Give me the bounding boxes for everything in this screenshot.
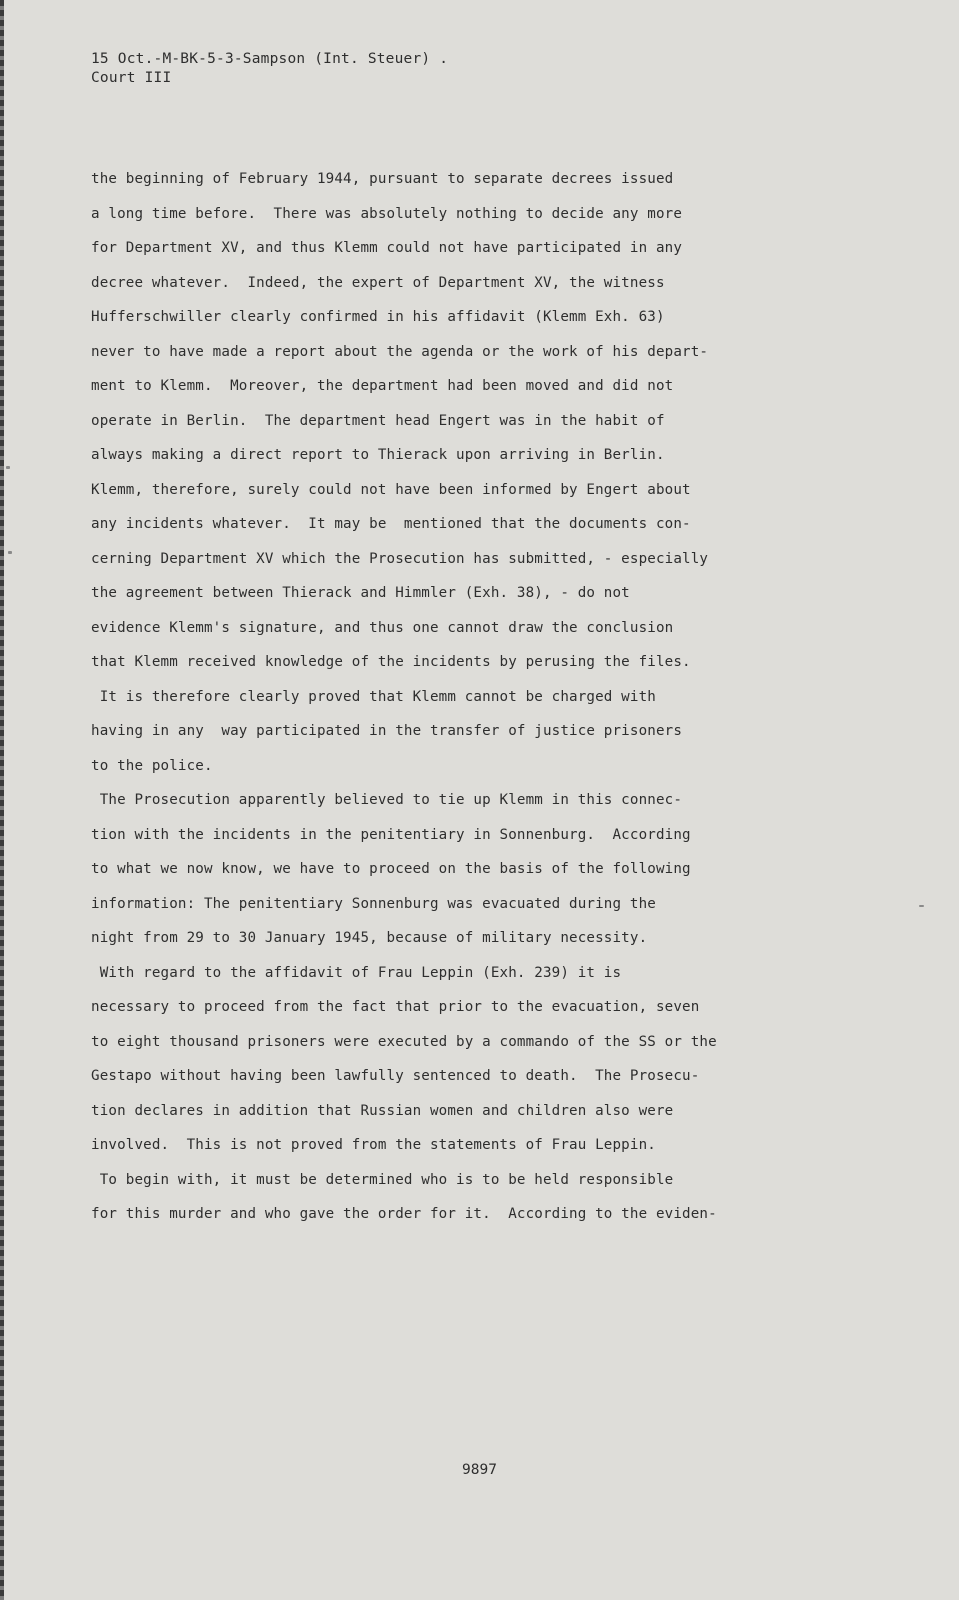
text-line: tion with the incidents in the penitentiary in Sonnenburg. According <box>91 826 691 843</box>
text-line: night from 29 to 30 January 1945, because of military necessity. <box>91 930 648 946</box>
page-number: 9897 <box>462 1462 497 1478</box>
text-line: decree whatever. Indeed, the expert of Department XV, the witness <box>91 274 665 291</box>
text-line: Hufferschwiller clearly confirmed in his affidavit (Klemm Exh. 63) <box>91 309 665 325</box>
text-line: The Prosecution apparently believed to tie up Klemm in this connec- <box>91 792 683 808</box>
margin-mark <box>6 466 10 469</box>
text-line: to eight thousand prisoners were executed by a commando of the SS or the <box>91 1033 717 1050</box>
header-line-2: Court III <box>91 70 172 86</box>
text-line: having in any way participated in the transfer of justice prisoners <box>91 723 683 739</box>
document-body <box>91 162 941 1232</box>
text-line: information: The penitentiary Sonnenburg was evacuated during the <box>91 895 656 912</box>
text-line: necessary to proceed from the fact that prior to the evacuation, seven <box>91 999 700 1015</box>
text-line: tion declares in addition that Russian women and children also were <box>91 1102 674 1119</box>
text-line: ment to Klemm. Moreover, the department had been moved and did not <box>91 378 674 394</box>
text-line: Klemm, therefore, surely could not have been informed by Engert about <box>91 481 691 498</box>
text-line: for Department XV, and thus Klemm could not have participated in any <box>91 240 683 256</box>
text-line: a long time before. There was absolutely nothing to decide any more <box>91 205 683 222</box>
text-line: evidence Klemm's signature, and thus one cannot draw the conclusion <box>91 619 674 636</box>
text-line: To begin with, it must be determined who is to be held responsible <box>91 1171 674 1188</box>
margin-mark <box>919 905 924 907</box>
text-line: never to have made a report about the agenda or the work of his depart- <box>91 343 709 360</box>
text-line: that Klemm received knowledge of the incidents by perusing the files. <box>91 654 691 670</box>
text-line: to what we now know, we have to proceed on the basis of the following <box>91 861 691 877</box>
text-line: involved. This is not proved from the statements of Frau Leppin. <box>91 1137 656 1153</box>
text-line: operate in Berlin. The department head Engert was in the habit of <box>91 412 665 429</box>
text-line: to the police. <box>91 757 213 774</box>
text-line: cerning Department XV which the Prosecution has submitted, - especially <box>91 550 709 567</box>
text-line: any incidents whatever. It may be mentioned that the documents con- <box>91 516 691 532</box>
text-line: the agreement between Thierack and Himmler (Exh. 38), - do not <box>91 585 630 601</box>
paragraph <box>91 162 941 680</box>
paragraph <box>91 680 941 784</box>
page-binding-edge <box>0 0 4 1600</box>
page-header <box>91 50 448 88</box>
paragraph <box>91 783 941 956</box>
text-line: Gestapo without having been lawfully sentenced to death. The Prosecu- <box>91 1068 700 1084</box>
header-line-1: 15 Oct.-M-BK-5-3-Sampson (Int. Steuer) . <box>91 51 449 67</box>
text-line: always making a direct report to Thierack upon arriving in Berlin. <box>91 447 665 463</box>
paragraph <box>91 1163 941 1232</box>
text-line: With regard to the affidavit of Frau Leppin (Exh. 239) it is <box>91 964 622 981</box>
text-line: It is therefore clearly proved that Klemm cannot be charged with <box>91 688 656 705</box>
text-line: for this murder and who gave the order for it. According to the eviden- <box>91 1206 717 1222</box>
paragraph <box>91 956 941 1163</box>
text-line: the beginning of February 1944, pursuant to separate decrees issued <box>91 171 674 187</box>
margin-mark <box>8 551 12 554</box>
